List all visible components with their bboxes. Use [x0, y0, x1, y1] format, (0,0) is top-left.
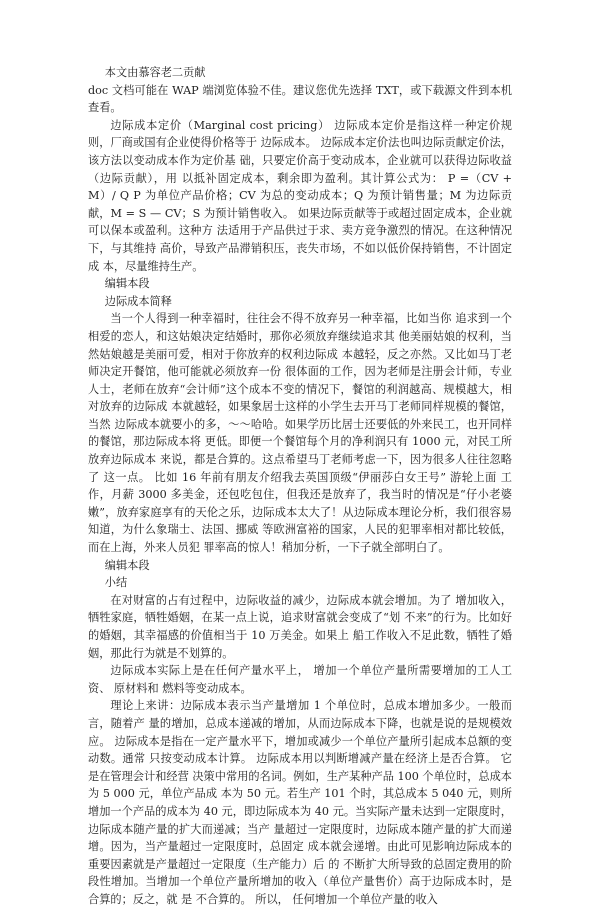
summary-paragraph-3: 理论上来讲：边际成本表示当产量增加 1 个单位时，总成本增加多少。一般而言，随着产 量的增加，总成本递减的增加，从而边际成本下降，也就是说的是规模效应。 边际成本是指在一定产量水平下，增加或减少一个单位产量所引起成本总额的变动数。通常 只按变动成本计算。 边际成本用以判断增减产量在经济上是否合算。 它是在管理会计和经营 决策中常用的名词。例如，生产某种产品 100 个单位时，总成本为 5 000 元，单位产品成 本为 50 元。若生产 101 个时，其总成本 5 040 元，则所增加一个产品的成本为 40 元，即边际成本为 40 元。当实际产量未达到一定限度时，边际成本随产量的扩大而递减；当产 量超过一定限度时，边际成本随产量的扩大而递增。因为，当产量超过一定限度时，总固定 成本就会递增。由此可见影响边际成本的重要因素就是产量超过一定限度（生产能力）后 的 不断扩大所导致的总固定费用的阶段性增加。当增加一个单位产量所增加的收入（单位产量售价）高于边际成本时，是合算的；反之，就 是 不合算的。 所以， 任何增加一个单位产量的收入: [88, 699, 512, 906]
intro-paragraph: 边际成本定价（Marginal cost pricing） 边际成本定价是指这样一种定价规则，厂商或国有企业使得价格等于 边际成本。 边际成本定价法也叫边际贡献定价法，该方法以变动成本作为定价基 础，只要定价高于变动成本，企业就可以获得边际收益（边际贡献），用 以抵补固定成本，剩余即为盈利。其计算公式为： P =（CV + M）/ Q P 为单位产品价格；CV 为总的变动成本；Q 为预计销售量；M 为边际贡 献，M = S — CV；S 为预计销售收入。 如果边际贡献等于或超过固定成本，企业就可以保本或盈利。这种方 法适用于产品供过于求、卖方竞争激烈的情况。在这种情况下，与其维持 高价，导致产品滞销积压，丧失市场，不如以低价保持销售，不计固定成 本，尽量维持生产。: [88, 118, 512, 273]
section-brief-paragraph: 当一个人得到一种幸福时，往往会不得不放弃另一种幸福，比如当你 追求到一个相爱的恋人，和这姑娘决定结婚时，那你必须放弃继续追求其 他美丽姑娘的权利，当然姑娘越是美丽可爱，相对于你放弃的权利边际成 本越轻，反之亦然。又比如马丁老师决定开餐馆，他可能就必须放弃一份 很体面的工作，因为老师是注册会计师，专业人士，老师在放弃“会计师”这个成本不变的情况下，餐馆的利润越高、规模越大，相对放弃的边际成 本就越轻，如果象居士这样的小学生去开马丁老师同样规模的餐馆，当然 边际成本就要小的多，～～哈哈。如果学历比居士还要低的外来民工，也开同样的餐馆，那边际成本将 更低。即便一个餐馆每个月的净利润只有 1000 元，对民工所放弃边际成本 来说，都是合算的。这点希望马丁老师考虑一下，因为很多人往往忽略了 这一点。 比如 16 年前有朋友介绍我去英国顶级“伊丽莎白女王号” 游轮上面 工作，月薪 3000 多美金，还包吃包住，但我还是放弃了，我当时的情况是“仔小老婆嫩”，放弃家庭享有的天伦之乐，边际成本太大了！从边际成本理论分析，我们很容易知道，为什么象瑞士、法国、挪威 等欧洲富裕的国家，人民的犯罪率相对都比较低，而在上海，外来人员犯 罪率高的惊人！稍加分析，一下子就全部明白了。: [88, 312, 512, 555]
section-heading-summary: 小结: [104, 576, 128, 590]
document-notice: doc 文档可能在 WAP 端浏览体验不佳。建议您优先选择 TXT，或下载源文件到本机查看。: [88, 83, 512, 115]
section-heading-brief: 边际成本简释: [104, 294, 172, 308]
document-title: 本文由慕容老二贡献: [104, 66, 206, 79]
summary-paragraph-2: 边际成本实际上是在任何产量水平上， 增加一个单位产量所需要增加的工人工资、 原材料和 燃料等变动成本。: [88, 664, 512, 695]
edit-section-link-2[interactable]: 编辑本段: [104, 558, 150, 572]
summary-paragraph-1: 在对财富的占有过程中，边际收益的减少，边际成本就会增加。为了 增加收入，牺牲家庭，牺牲婚姻，在某一点上说，追求财富就会变成了“划 不来”的行为。比如好的婚姻，其幸福感的价值相当于 10 万美金。如果上 船工作收入不足此数，牺牲了婚姻，那此行为就是不划算的。: [88, 593, 512, 660]
edit-section-link-1[interactable]: 编辑本段: [104, 277, 150, 291]
